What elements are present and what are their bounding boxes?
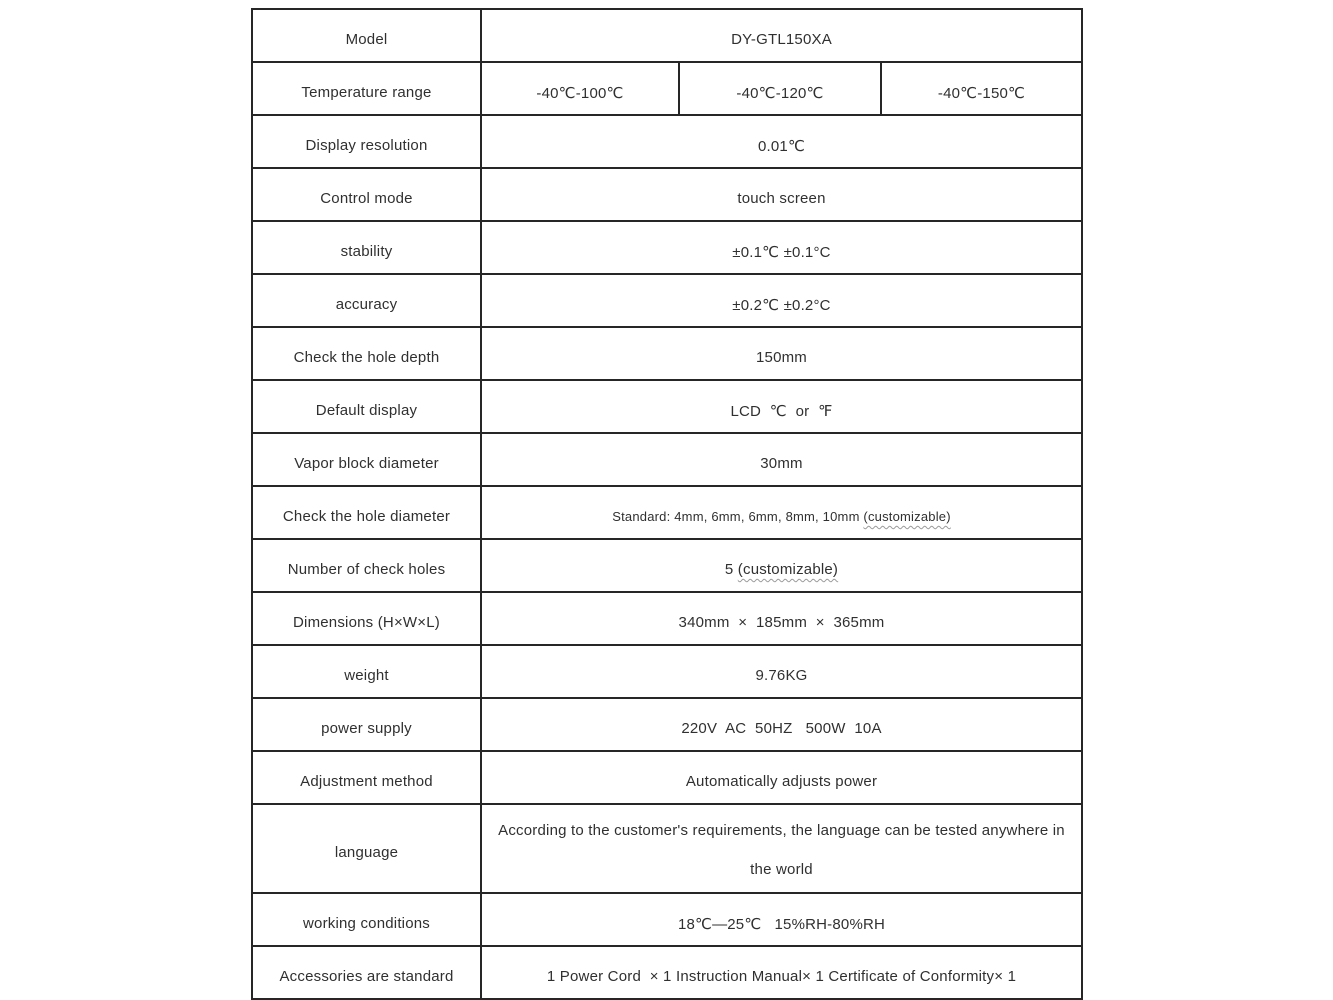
- spec-row-working-conditions: [252, 893, 1082, 946]
- row-label: Temperature range: [252, 62, 481, 115]
- row-label: stability: [252, 221, 481, 274]
- row-value: 0.01℃: [481, 115, 1082, 168]
- spec-row-accuracy: [252, 274, 1082, 327]
- row-label: Control mode: [252, 168, 481, 221]
- spec-row-weight: [252, 645, 1082, 698]
- row-label: accuracy: [252, 274, 481, 327]
- spec-row-check-hole-diameter: [252, 486, 1082, 539]
- spec-row-language: [252, 804, 1082, 893]
- spec-row-dimensions: [252, 592, 1082, 645]
- value-text: 5: [724, 561, 738, 578]
- value-text: Standard: 4mm, 6mm, 6mm, 8mm, 10mm: [612, 509, 864, 524]
- row-value: 150mm: [481, 327, 1082, 380]
- row-label: Check the hole diameter: [252, 486, 481, 539]
- row-value-temp-1: -40℃-100℃: [481, 62, 679, 115]
- row-value: 9.76KG: [481, 645, 1082, 698]
- spec-row-default-display: [252, 380, 1082, 433]
- row-value: ±0.2℃ ±0.2°C: [481, 274, 1082, 327]
- spec-row-stability: [252, 221, 1082, 274]
- row-value: [481, 486, 1082, 539]
- row-value: 220V AC 50HZ 500W 10A: [481, 698, 1082, 751]
- row-value: ±0.1℃ ±0.1°C: [481, 221, 1082, 274]
- row-label: Dimensions (H×W×L): [252, 592, 481, 645]
- row-label: working conditions: [252, 893, 481, 946]
- row-value: 18℃—25℃ 15%RH-80%RH: [481, 893, 1082, 946]
- spec-row-vapor-block-diameter: [252, 433, 1082, 486]
- row-label: Accessories are standard: [252, 946, 481, 999]
- row-value: 340mm × 185mm × 365mm: [481, 592, 1082, 645]
- spec-row-power-supply: [252, 698, 1082, 751]
- value-text-squiggle: (customizable): [863, 509, 951, 524]
- spec-row-number-of-check-holes: [252, 539, 1082, 592]
- row-label: Number of check holes: [252, 539, 481, 592]
- spec-row-display-resolution: [252, 115, 1082, 168]
- row-value: According to the customer's requirements, the language can be tested anywhere in the world: [481, 804, 1082, 893]
- row-label: Default display: [252, 380, 481, 433]
- row-value: [481, 539, 1082, 592]
- row-value: LCD ℃ or ℉: [481, 380, 1082, 433]
- row-value: 30mm: [481, 433, 1082, 486]
- spec-row-check-hole-depth: [252, 327, 1082, 380]
- row-label: Display resolution: [252, 115, 481, 168]
- row-value-temp-2: -40℃-120℃: [679, 62, 881, 115]
- row-value-temp-3: -40℃-150℃: [881, 62, 1082, 115]
- row-label: Adjustment method: [252, 751, 481, 804]
- value-text-squiggle: (customizable): [737, 561, 839, 578]
- spec-row-model: [252, 9, 1082, 62]
- row-label: Model: [252, 9, 481, 62]
- row-label: Check the hole depth: [252, 327, 481, 380]
- spec-row-adjustment-method: [252, 751, 1082, 804]
- spec-table: [251, 8, 1083, 1000]
- row-label: Vapor block diameter: [252, 433, 481, 486]
- row-value: Automatically adjusts power: [481, 751, 1082, 804]
- spec-row-temperature-range: [252, 62, 1082, 115]
- row-label: language: [252, 804, 481, 893]
- row-value: DY-GTL150XA: [481, 9, 1082, 62]
- row-value: 1 Power Cord × 1 Instruction Manual× 1 Certificate of Conformity× 1: [481, 946, 1082, 999]
- spec-row-accessories: [252, 946, 1082, 999]
- row-label: power supply: [252, 698, 481, 751]
- row-value: touch screen: [481, 168, 1082, 221]
- spec-row-control-mode: [252, 168, 1082, 221]
- row-label: weight: [252, 645, 481, 698]
